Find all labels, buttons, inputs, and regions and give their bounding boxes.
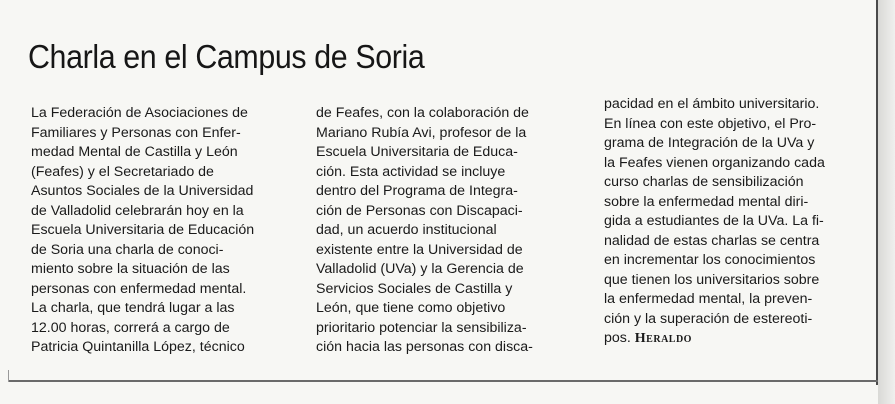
text-line-end: pos. bbox=[604, 330, 631, 346]
text-line: ción. Esta actividad se incluye bbox=[316, 163, 506, 180]
text-line: Mariano Rubía Avi, profesor de la bbox=[316, 124, 527, 141]
text-line: la enfermedad mental, la preven- bbox=[604, 291, 813, 307]
text-line: Escuela Universitaria de Educación bbox=[31, 222, 255, 238]
last-text-line bbox=[604, 329, 874, 349]
text-line: que tienen los universitarios sobre bbox=[604, 271, 820, 288]
text-line: de Valladolid celebrarán hoy en la bbox=[31, 202, 244, 219]
text-line: curso charlas de sensibilización bbox=[604, 174, 804, 190]
text-line: dad, un acuerdo institucional bbox=[316, 222, 497, 238]
text-line: León, que tiene como objetivo bbox=[316, 300, 506, 316]
text-line: gida a estudiantes de la UVa. La fi- bbox=[604, 213, 824, 229]
text-line: ción hacia las personas con disca- bbox=[316, 339, 533, 355]
text-line: Familiares y Personas con Enfer- bbox=[31, 124, 241, 141]
text-line: en incrementar los conocimientos bbox=[604, 252, 816, 268]
clipping-border-bottom bbox=[8, 380, 878, 382]
text-line: pacidad en el ámbito universitario. bbox=[604, 96, 820, 112]
text-line: Valladolid (UVa) y la Gerencia de bbox=[316, 261, 524, 277]
text-line: Escuela Universitaria de Educa- bbox=[316, 144, 518, 160]
text-line: ción de Personas con Discapaci- bbox=[316, 202, 523, 219]
text-line: ción y la superación de estereoti- bbox=[604, 310, 813, 327]
text-line: la Feafes vienen organizando cada bbox=[604, 154, 825, 171]
scan-edge-shadow bbox=[878, 0, 895, 404]
newspaper-signature: Heraldo bbox=[634, 331, 692, 346]
clipping-border-left-tick bbox=[8, 370, 9, 382]
text-line: sobre la enfermedad mental diri- bbox=[604, 193, 809, 210]
article-column-2 bbox=[316, 104, 591, 358]
article-column-1 bbox=[31, 104, 301, 358]
text-line: prioritario potenciar la sensibiliza- bbox=[316, 319, 527, 336]
article-headline: Charla en el Campus de Soria bbox=[28, 38, 425, 75]
text-line: dentro del Programa de Integra- bbox=[316, 183, 518, 199]
text-line: Servicios Sociales de Castilla y bbox=[316, 280, 513, 297]
text-line: (Feafes) y el Secretariado de bbox=[31, 163, 214, 180]
article-column-3 bbox=[604, 95, 874, 349]
text-line: La charla, que tendrá lugar a las bbox=[31, 300, 235, 316]
text-line: Patricia Quintanilla López, técnico bbox=[31, 339, 245, 355]
text-line: de Soria una charla de conoci- bbox=[31, 241, 224, 258]
text-line: de Feafes, con la colaboración de bbox=[316, 105, 529, 121]
text-line: miento sobre la situación de las bbox=[31, 261, 230, 277]
text-line: existente entre la Universidad de bbox=[316, 241, 523, 258]
text-line: grama de Integración de la UVa y bbox=[604, 135, 815, 151]
text-line: La Federación de Asociaciones de bbox=[31, 105, 248, 121]
text-line: Asuntos Sociales de la Universidad bbox=[31, 183, 254, 199]
text-line: 12.00 horas, correrá a cargo de bbox=[31, 319, 230, 336]
text-line: En línea con este objetivo, el Pro- bbox=[604, 115, 817, 132]
text-line: personas con enfermedad mental. bbox=[31, 280, 247, 297]
text-line: nalidad de estas charlas se centra bbox=[604, 232, 820, 249]
text-line: medad Mental de Castilla y León bbox=[31, 144, 238, 160]
